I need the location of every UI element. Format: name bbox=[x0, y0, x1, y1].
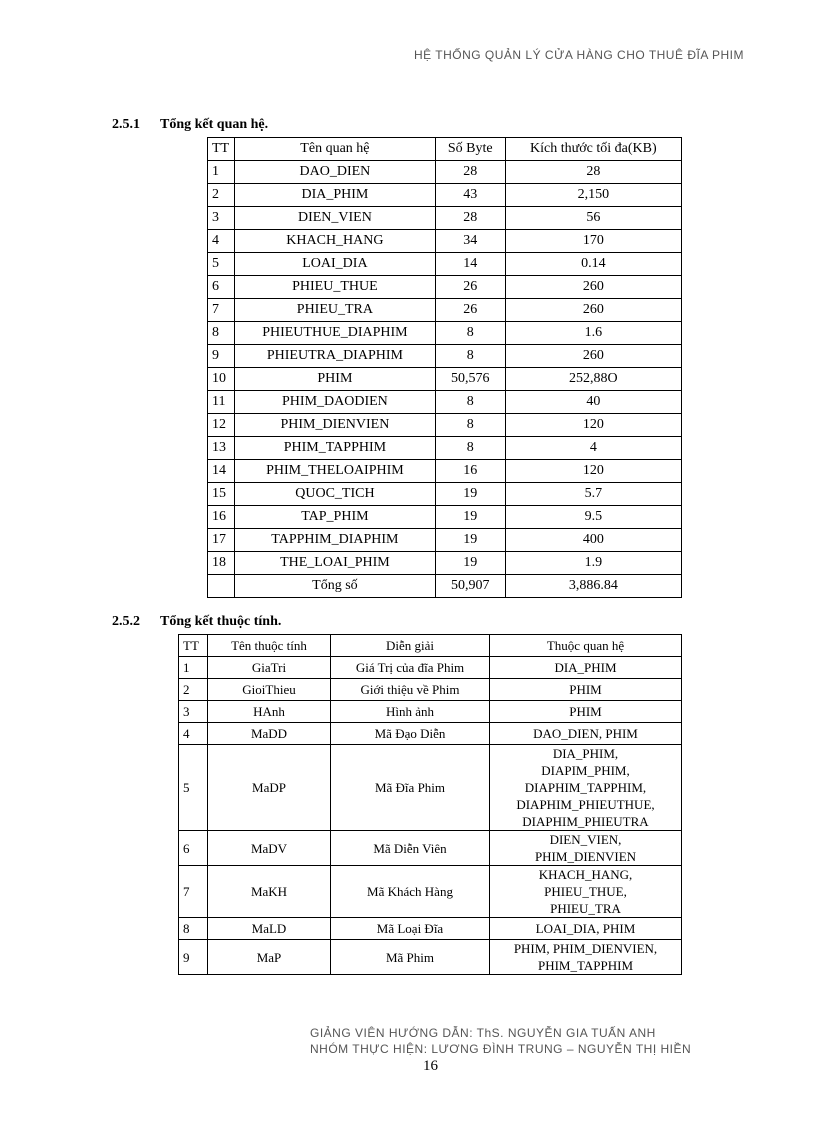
table-cell: 3 bbox=[179, 701, 208, 723]
table-cell: PHIEU_TRA bbox=[235, 299, 436, 322]
section-title: Tổng kết thuộc tính. bbox=[160, 614, 282, 629]
table-cell: 34 bbox=[435, 230, 505, 253]
table-cell: Giá Trị của đĩa Phim bbox=[331, 657, 490, 679]
relation-line: PHIM bbox=[569, 682, 602, 697]
table-cell: 6 bbox=[179, 831, 208, 866]
table-cell: 2,150 bbox=[505, 184, 681, 207]
table-header-row bbox=[179, 635, 682, 657]
table-cell: 28 bbox=[435, 161, 505, 184]
table-cell: TAPPHIM_DIAPHIM bbox=[235, 529, 436, 552]
table-row bbox=[179, 723, 682, 745]
table-cell: TAP_PHIM bbox=[235, 506, 436, 529]
table-cell: 8 bbox=[435, 391, 505, 414]
table-cell: 1 bbox=[179, 657, 208, 679]
table-row bbox=[208, 230, 682, 253]
table-cell: 400 bbox=[505, 529, 681, 552]
relation-line: PHIEU_TRA bbox=[550, 901, 621, 916]
table-cell: 1.6 bbox=[505, 322, 681, 345]
table-row bbox=[208, 529, 682, 552]
total-size: 3,886.84 bbox=[505, 575, 681, 598]
table-cell: 19 bbox=[435, 552, 505, 575]
table-row bbox=[179, 831, 682, 866]
table-cell: PHIM bbox=[235, 368, 436, 391]
table-cell: Mã Khách Hàng bbox=[331, 866, 490, 918]
relation-cell bbox=[490, 918, 682, 940]
table-row bbox=[208, 414, 682, 437]
table-cell: 11 bbox=[208, 391, 235, 414]
table-cell: GiaTri bbox=[208, 657, 331, 679]
total-bytes: 50,907 bbox=[435, 575, 505, 598]
section-number: 2.5.2 bbox=[112, 614, 140, 629]
table-cell: 260 bbox=[505, 345, 681, 368]
table-cell: THE_LOAI_PHIM bbox=[235, 552, 436, 575]
table-cell: 8 bbox=[435, 322, 505, 345]
table-cell: 5 bbox=[208, 253, 235, 276]
total-row bbox=[208, 575, 682, 598]
relation-line: DIEN_VIEN, bbox=[549, 832, 622, 847]
table-cell: Mã Đạo Diễn bbox=[331, 723, 490, 745]
table-cell: 8 bbox=[179, 918, 208, 940]
relation-line: PHIM_TAPPHIM bbox=[537, 958, 634, 973]
table-cell: 7 bbox=[179, 866, 208, 918]
relation-line: DIA_PHIM bbox=[554, 660, 617, 675]
relation-line: PHIM bbox=[569, 704, 602, 719]
table-cell: 26 bbox=[435, 276, 505, 299]
table-cell: MaLD bbox=[208, 918, 331, 940]
table-cell: 2 bbox=[208, 184, 235, 207]
table-header-row bbox=[208, 138, 682, 161]
table-row bbox=[179, 940, 682, 975]
table-cell: Mã Đĩa Phim bbox=[331, 745, 490, 831]
column-header: Thuộc quan hệ bbox=[490, 635, 682, 657]
table-cell: MaDP bbox=[208, 745, 331, 831]
footer-instructor: GIẢNG VIÊN HƯỚNG DẪN: ThS. NGUYỄN GIA TUẤN ANH bbox=[310, 1026, 656, 1040]
table-cell: MaP bbox=[208, 940, 331, 975]
table-cell: 120 bbox=[505, 460, 681, 483]
table-cell: 170 bbox=[505, 230, 681, 253]
column-header: Diễn giải bbox=[331, 635, 490, 657]
table-cell: 26 bbox=[435, 299, 505, 322]
table-cell: 4 bbox=[505, 437, 681, 460]
table-cell: 19 bbox=[435, 529, 505, 552]
relation-line: DAO_DIEN, PHIM bbox=[533, 726, 638, 741]
table-cell: 13 bbox=[208, 437, 235, 460]
table-row bbox=[208, 184, 682, 207]
table-row bbox=[179, 679, 682, 701]
relation-line: DIAPIM_PHIM, bbox=[541, 763, 630, 778]
table-cell: 2 bbox=[179, 679, 208, 701]
relation-cell bbox=[490, 657, 682, 679]
table-cell: 50,576 bbox=[435, 368, 505, 391]
table-row bbox=[208, 368, 682, 391]
table-cell: 17 bbox=[208, 529, 235, 552]
table-cell: 16 bbox=[208, 506, 235, 529]
table-row bbox=[179, 657, 682, 679]
column-header: Tên thuộc tính bbox=[208, 635, 331, 657]
table-cell: 14 bbox=[435, 253, 505, 276]
column-header: TT bbox=[208, 138, 235, 161]
table-cell: MaKH bbox=[208, 866, 331, 918]
table-cell: 28 bbox=[505, 161, 681, 184]
section-title: Tổng kết quan hệ. bbox=[160, 117, 269, 132]
relation-cell bbox=[490, 679, 682, 701]
table-row bbox=[208, 460, 682, 483]
table-cell: 120 bbox=[505, 414, 681, 437]
attributes-table bbox=[178, 634, 682, 975]
table-cell: LOAI_DIA bbox=[235, 253, 436, 276]
relation-line: DIA_PHIM, bbox=[552, 746, 619, 761]
table-cell: DIA_PHIM bbox=[235, 184, 436, 207]
table-cell: 16 bbox=[435, 460, 505, 483]
table-cell: 0.14 bbox=[505, 253, 681, 276]
table-cell: MaDV bbox=[208, 831, 331, 866]
table-row bbox=[208, 506, 682, 529]
table-row bbox=[208, 437, 682, 460]
relation-cell bbox=[490, 723, 682, 745]
table-cell: 14 bbox=[208, 460, 235, 483]
table-cell: 6 bbox=[208, 276, 235, 299]
relations-table bbox=[207, 137, 682, 598]
table-cell: 252,88O bbox=[505, 368, 681, 391]
table-row bbox=[179, 918, 682, 940]
relation-line: LOAI_DIA, PHIM bbox=[535, 921, 636, 936]
table-cell: 15 bbox=[208, 483, 235, 506]
section-number: 2.5.1 bbox=[112, 117, 140, 132]
table-cell: PHIEUTHUE_DIAPHIM bbox=[235, 322, 436, 345]
table-cell bbox=[208, 575, 235, 598]
table-cell: PHIM_DIENVIEN bbox=[235, 414, 436, 437]
column-header: TT bbox=[179, 635, 208, 657]
section-heading-attributes bbox=[112, 614, 281, 630]
table-row bbox=[208, 345, 682, 368]
table-row bbox=[208, 253, 682, 276]
relation-line: DIAPHIM_PHIEUTRA bbox=[522, 814, 649, 829]
table-cell: 8 bbox=[435, 437, 505, 460]
relation-line: KHACH_HANG, bbox=[538, 867, 633, 882]
table-cell: Mã Diễn Viên bbox=[331, 831, 490, 866]
table-cell: 28 bbox=[435, 207, 505, 230]
table-cell: Mã Loại Đĩa bbox=[331, 918, 490, 940]
table-cell: 9 bbox=[208, 345, 235, 368]
table-cell: PHIM_TAPPHIM bbox=[235, 437, 436, 460]
table-cell: DAO_DIEN bbox=[235, 161, 436, 184]
column-header: Kích thước tối đa(KB) bbox=[505, 138, 681, 161]
table-cell: 19 bbox=[435, 506, 505, 529]
table-cell: 260 bbox=[505, 299, 681, 322]
section-heading-relations bbox=[112, 117, 268, 133]
table-cell: QUOC_TICH bbox=[235, 483, 436, 506]
table-cell: KHACH_HANG bbox=[235, 230, 436, 253]
table-row bbox=[208, 299, 682, 322]
table-cell: GioiThieu bbox=[208, 679, 331, 701]
table-cell: 7 bbox=[208, 299, 235, 322]
document-header: HỆ THỐNG QUẢN LÝ CỬA HÀNG CHO THUÊ ĐĨA PHIM bbox=[413, 48, 744, 62]
table-cell: PHIEUTRA_DIAPHIM bbox=[235, 345, 436, 368]
relation-line: DIAPHIM_PHIEUTHUE, bbox=[516, 797, 655, 812]
relation-line: PHIEU_THUE, bbox=[544, 884, 627, 899]
relation-cell bbox=[490, 701, 682, 723]
table-cell: Hình ảnh bbox=[331, 701, 490, 723]
table-cell: 40 bbox=[505, 391, 681, 414]
table-cell: 8 bbox=[435, 345, 505, 368]
table-cell: 4 bbox=[179, 723, 208, 745]
table-row bbox=[179, 866, 682, 918]
table-cell: 260 bbox=[505, 276, 681, 299]
column-header: Tên quan hệ bbox=[235, 138, 436, 161]
table-cell: 56 bbox=[505, 207, 681, 230]
relation-cell bbox=[490, 940, 682, 975]
table-row bbox=[208, 161, 682, 184]
table-cell: HAnh bbox=[208, 701, 331, 723]
table-cell: PHIM_THELOAIPHIM bbox=[235, 460, 436, 483]
table-cell: 18 bbox=[208, 552, 235, 575]
table-cell: MaDD bbox=[208, 723, 331, 745]
relation-cell bbox=[490, 831, 682, 866]
table-row bbox=[179, 701, 682, 723]
table-cell: 3 bbox=[208, 207, 235, 230]
table-cell: 10 bbox=[208, 368, 235, 391]
table-cell: 1.9 bbox=[505, 552, 681, 575]
table-row bbox=[208, 276, 682, 299]
table-cell: 12 bbox=[208, 414, 235, 437]
table-row bbox=[208, 552, 682, 575]
table-cell: Giới thiệu về Phim bbox=[331, 679, 490, 701]
relation-line: PHIM_DIENVIEN bbox=[534, 849, 637, 864]
table-cell: 1 bbox=[208, 161, 235, 184]
table-row bbox=[208, 207, 682, 230]
total-label: Tổng số bbox=[235, 575, 436, 598]
table-cell: 5 bbox=[179, 745, 208, 831]
table-row bbox=[208, 483, 682, 506]
relation-line: DIAPHIM_TAPPHIM, bbox=[524, 780, 647, 795]
table-cell: 19 bbox=[435, 483, 505, 506]
table-cell: 5.7 bbox=[505, 483, 681, 506]
table-cell: 43 bbox=[435, 184, 505, 207]
table-row bbox=[179, 745, 682, 831]
relation-line: PHIM, PHIM_DIENVIEN, bbox=[513, 941, 658, 956]
relation-cell bbox=[490, 745, 682, 831]
footer-team: NHÓM THỰC HIỆN: LƯƠNG ĐÌNH TRUNG – NGUYỄN THỊ HIỀN bbox=[310, 1042, 692, 1056]
table-cell: DIEN_VIEN bbox=[235, 207, 436, 230]
table-row bbox=[208, 391, 682, 414]
table-cell: Mã Phim bbox=[331, 940, 490, 975]
table-row bbox=[208, 322, 682, 345]
table-cell: 8 bbox=[208, 322, 235, 345]
column-header: Số Byte bbox=[435, 138, 505, 161]
relation-cell bbox=[490, 866, 682, 918]
table-cell: 8 bbox=[435, 414, 505, 437]
table-cell: PHIEU_THUE bbox=[235, 276, 436, 299]
table-cell: 4 bbox=[208, 230, 235, 253]
table-cell: 9 bbox=[179, 940, 208, 975]
table-cell: 9.5 bbox=[505, 506, 681, 529]
page-number: 16 bbox=[423, 1058, 438, 1074]
table-cell: PHIM_DAODIEN bbox=[235, 391, 436, 414]
